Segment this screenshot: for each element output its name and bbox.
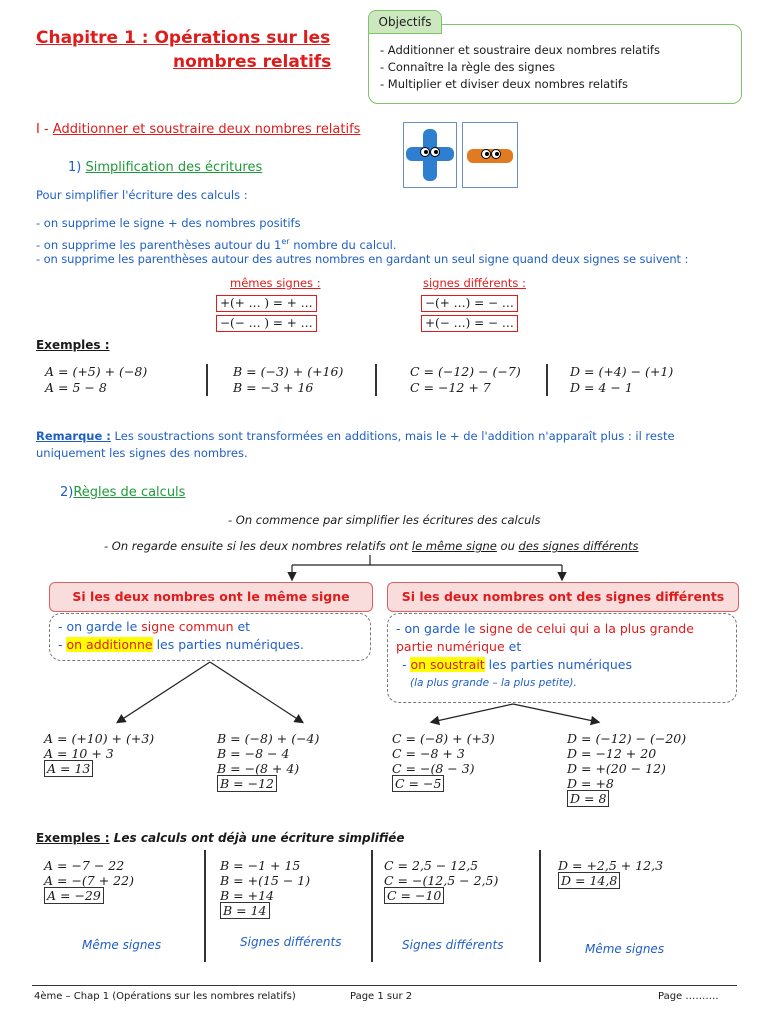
section1-heading: I - Additionner et soustraire deux nombres relatifs (36, 122, 361, 137)
calc2-B: B = (−8) + (−4) B = −8 − 4 B = −(8 + 4) B = −12 (217, 731, 320, 791)
calc3-A: A = −7 − 22 A = −(7 + 22) A = −29 (44, 858, 134, 903)
rule-diff-sign-heading: Si les deux nombres ont des signes différents (387, 582, 739, 612)
footer-page: Page ………. (658, 991, 719, 1002)
examples2-heading: Exemples : Les calculs ont déjà une écriture simplifiée (36, 831, 405, 845)
separator (371, 850, 373, 962)
section1-title: Additionner et soustraire deux nombres relatifs (52, 122, 361, 137)
rule-same-sign-heading: Si les deux nombres ont le même signe (49, 582, 373, 612)
example-A: A = (+5) + (−8) A = 5 − 8 (45, 364, 148, 395)
caption-same-sign: Même signes (82, 938, 162, 952)
example-D: D = (+4) − (+1) D = 4 − 1 (570, 364, 674, 395)
same-signs-rule-2: −(− … ) = + … (216, 315, 317, 332)
footer-chapter: 4ème – Chap 1 (Opérations sur les nombres relatifs) (34, 991, 296, 1002)
diff-signs-label: signes différents : (423, 276, 526, 290)
calc3-B: B = −1 + 15 B = +(15 − 1) B = +14 B = 14 (220, 858, 311, 918)
calc2-C: C = (−8) + (+3) C = −8 + 3 C = −(8 − 3) C = −5 (392, 731, 495, 791)
footer-rule (32, 985, 737, 986)
remark: Remarque : Les soustractions sont transformées en additions, mais le + de l'addition n'apparaît plus : il reste uniquement les signes des nombres. (36, 429, 675, 460)
page-title: Chapitre 1 : Opérations sur les (36, 28, 331, 48)
objective-item: - Connaître la règle des signes (380, 60, 555, 74)
intro-text: Pour simplifier l'écriture des calculs : (36, 188, 248, 202)
calc3-C: C = 2,5 − 12,5 C = −(12,5 − 2,5) C = −10 (384, 858, 499, 903)
step-1: - On commence par simplifier les écritures des calculs (228, 513, 541, 527)
same-signs-label: mêmes signes : (230, 276, 321, 290)
objective-item: - Multiplier et diviser deux nombres relatifs (380, 77, 628, 91)
bullet-3: - on supprime les parenthèses autour des autres nombres en gardant un seul signe quand deux signes se suivent : (36, 252, 689, 266)
caption-same-sign: Même signes (585, 942, 665, 956)
bullet-1: - on supprime le signe + des nombres positifs (36, 216, 301, 230)
calc3-D: D = +2,5 + 12,3 D = 14,8 (558, 858, 664, 888)
objectives-tab: Objectifs (368, 10, 442, 34)
example-C: C = (−12) − (−7) C = −12 + 7 (410, 364, 521, 395)
subsection2-heading: 2)Règles de calculs (60, 485, 186, 500)
subsection1-heading: 1) Simplification des écritures (68, 160, 263, 175)
example-B: B = (−3) + (+16) B = −3 + 16 (233, 364, 344, 395)
rule-same-sign-body: - on garde le signe commun et - on additionne les parties numériques. (49, 613, 371, 661)
bullet-2: - on supprime les parenthèses autour du 1er nombre du calcul. (36, 237, 397, 252)
footer-page-count: Page 1 sur 2 (350, 991, 413, 1002)
step-2: - On regarde ensuite si les deux nombres relatifs ont le même signe ou des signes différents (104, 539, 639, 553)
caption-diff-sign: Signes différents (240, 935, 342, 949)
calc2-D: D = (−12) − (−20) D = −12 + 20 D = +(20 − 12) D = +8 D = 8 (567, 731, 687, 806)
diff-signs-rule-2: +(− …) = − … (421, 315, 518, 332)
caption-diff-sign: Signes différents (402, 938, 504, 952)
calc2-A: A = (+10) + (+3) A = 10 + 3 A = 13 (44, 731, 155, 776)
page-title-line2: nombres relatifs (173, 52, 332, 72)
objective-item: - Additionner et soustraire deux nombres relatifs (380, 43, 660, 57)
rule-diff-sign-body: - on garde le signe de celui qui a la plus grande partie numérique et - on soustrait les parties numériques (la plus grande – la plus petite). (387, 613, 737, 703)
examples-label: Exemples : (36, 338, 110, 352)
diff-signs-rule-1: −(+ …) = − … (421, 295, 518, 312)
separator (539, 850, 541, 962)
same-signs-rule-1: +(+ … ) = + … (216, 295, 317, 312)
separator (204, 850, 206, 962)
